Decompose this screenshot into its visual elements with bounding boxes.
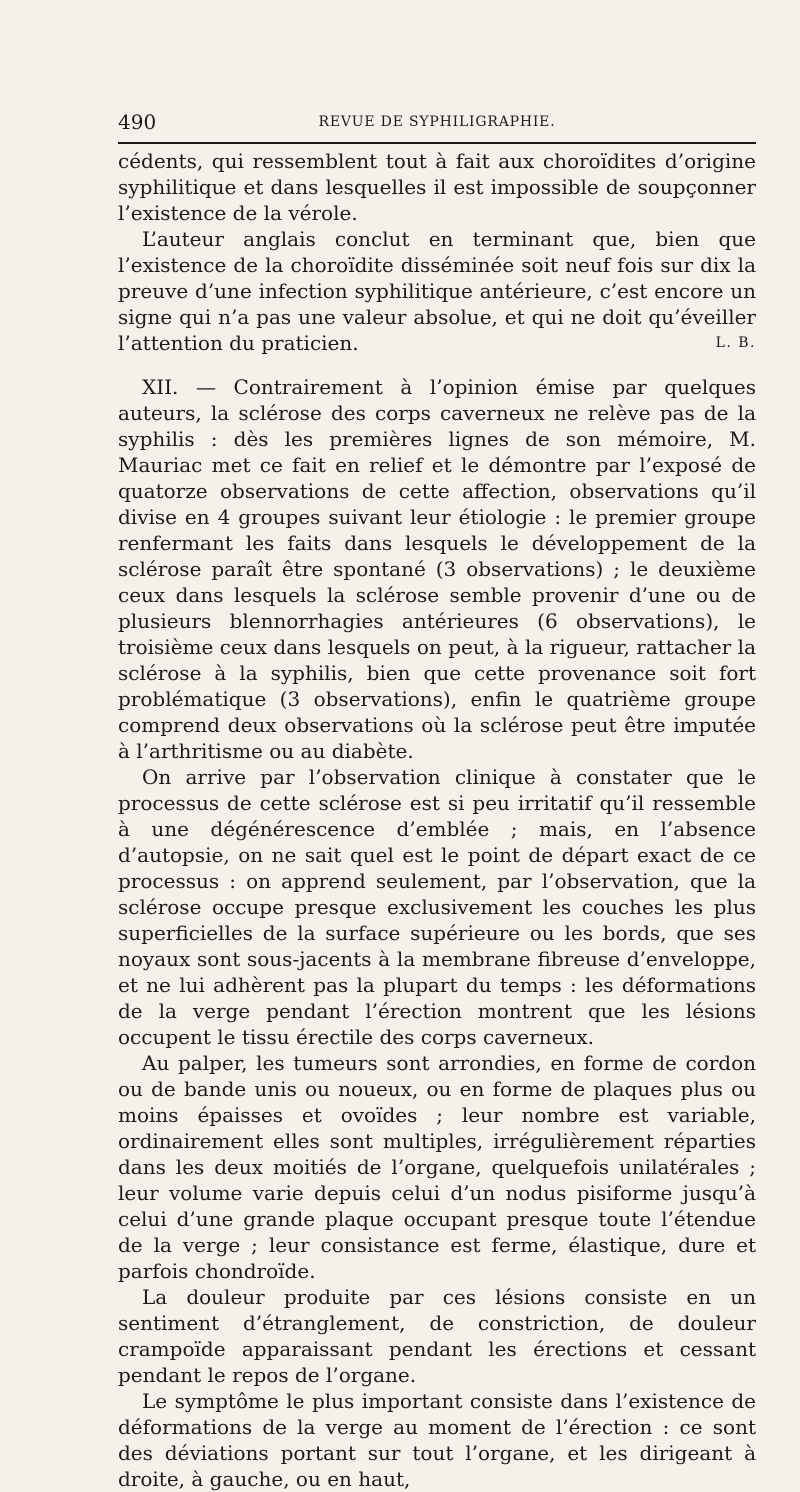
body-text (118, 148, 756, 1492)
page-number: 490 (118, 110, 157, 134)
header-rule (118, 142, 756, 144)
running-title: REVUE DE SYPHILIGRAPHIE. (318, 114, 556, 130)
paragraph (118, 226, 756, 356)
paragraph: cédents, qui ressemblent tout à fait aux choroïdites d’origine syphilitique et dans lesquelles il est impossible de soupçonner l’existence de la vérole. (118, 149, 756, 225)
paragraph-text: L’auteur anglais conclut en terminant que, bien que l’existence de la choroïdite disséminée soit neuf fois sur dix la preuve d’une infection syphilitique antérieure, c’est encore un signe qui n’a pas une valeur absolue, et qui ne doit qu’éveiller l’attention du praticien. (118, 227, 756, 355)
page-header (118, 108, 756, 136)
paragraph: Au palper, les tumeurs sont arrondies, en forme de cordon ou de bande unis ou noueux, ou en forme de plaques plus ou moins épaisses et ovoïdes ; leur nombre est variable, ordinairement elles sont multiples, irrégulièrement réparties dans les deux moitiés de l’organe, quelquefois unilatérales ; leur volume varie depuis celui d’un nodus pisiforme jusqu’à celui d’une grande plaque occupant presque toute l’étendue de la verge ; leur consistance est ferme, élastique, dure et parfois chondroïde. (118, 1051, 756, 1283)
paragraph: La douleur produite par ces lésions consiste en un sentiment d’étranglement, de constriction, de douleur crampoïde apparaissant pendant les érections et cessant pendant le repos de l’organe. (118, 1285, 756, 1387)
author-signature: L. B. (715, 335, 756, 351)
paragraph: Le symptôme le plus important consiste dans l’existence de déformations de la verge au moment de l’érection : ce sont des déviations portant sur tout l’organe, et les dirigeant à droite, à gauche, ou en haut, (118, 1389, 756, 1491)
section-xii-paragraph: XII. — Contrairement à l’opinion émise par quelques auteurs, la sclérose des corps caverneux ne relève pas de la syphilis : dès les premières lignes de son mémoire, M. Mauriac met ce fait en relief et le démontre par l’exposé de quatorze observations de cette affection, observations qu’il divise en 4 groupes suivant leur étiologie : le premier groupe renfermant les faits dans lesquels le développement de la sclérose paraît être spontané (3 observations) ; le deuxième ceux dans lesquels la sclérose semble provenir d’une ou de plusieurs blennorrhagies antérieures (6 observations), le troisième ceux dans lesquels on peut, à la rigueur, rattacher la sclérose à la syphilis, bien que cette provenance soit fort problématique (3 observations), enfin le quatrième groupe comprend deux observations où la sclérose peut être imputée à l’arthritisme ou au diabète. (118, 375, 756, 763)
paragraph: On arrive par l’observation clinique à constater que le processus de cette sclérose est si peu irritatif qu’il ressemble à une dégénérescence d’emblée ; mais, en l’absence d’autopsie, on ne sait quel est le point de départ exact de ce processus : on apprend seulement, par l’observation, que la sclérose occupe presque exclusivement les couches les plus superficielles de la surface supérieure ou les bords, que ses noyaux sont sous-jacents à la membrane fibreuse d’enveloppe, et ne lui adhèrent pas la plupart du temps : les déformations de la verge pendant l’érection montrent que les lésions occupent le tissu érectile des corps caverneux. (118, 765, 756, 1049)
